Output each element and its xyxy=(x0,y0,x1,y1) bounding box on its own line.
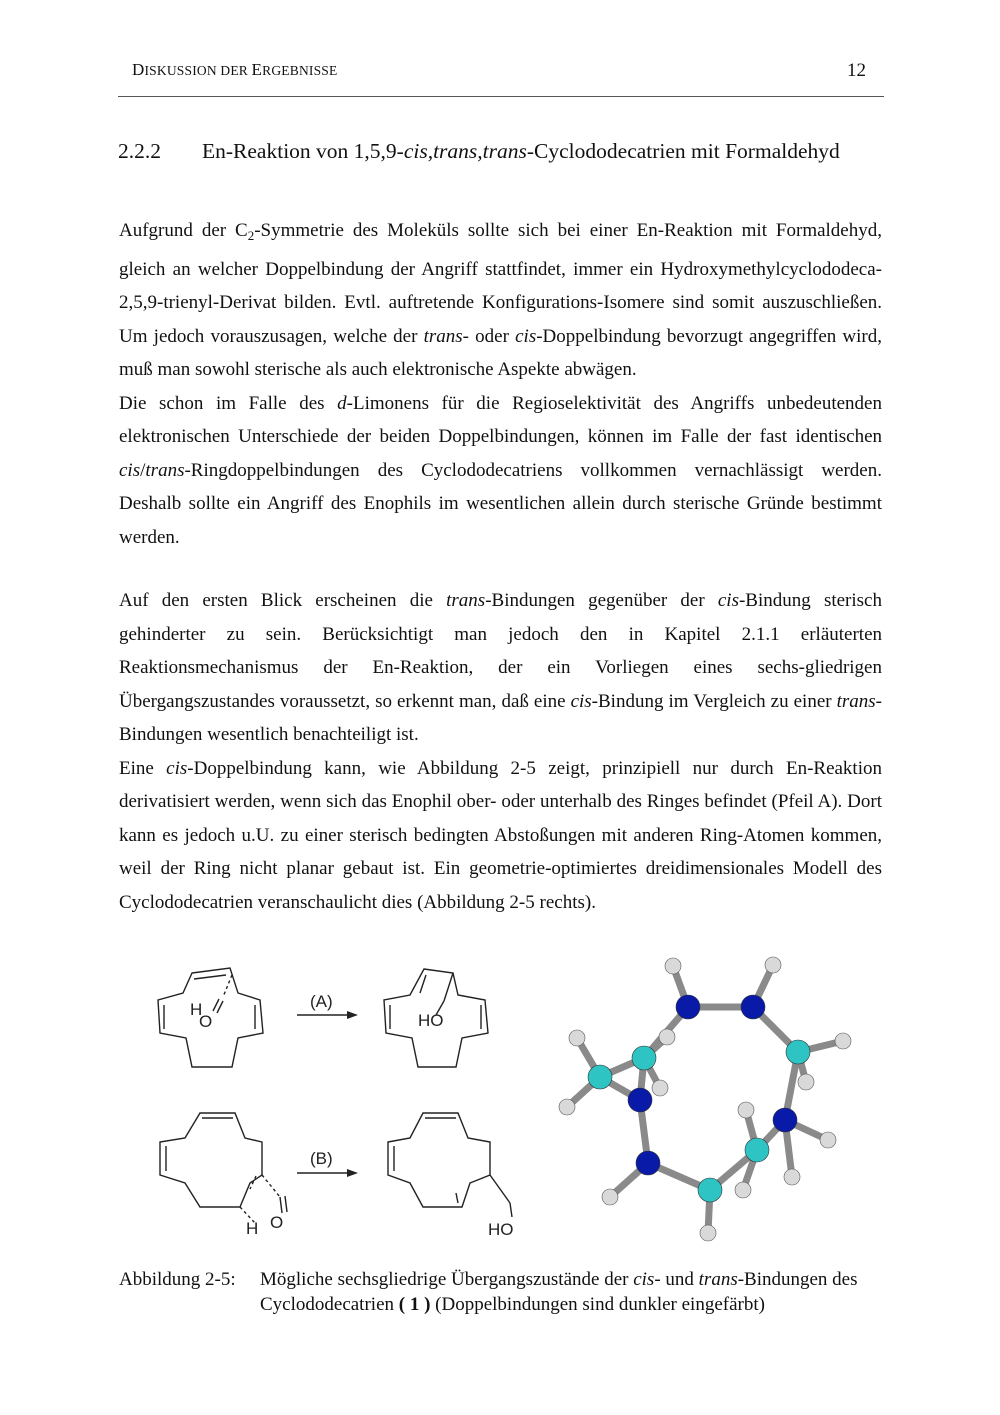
text-run: -Bindung sterisch gehinderter zu sein. Berücksichtigt man jedoch den in Kapitel 2.1.1 erläuterten Reaktionsmechanismus der En-Reaktion, der ein Vorliegen eines sechs-gliedrigen Übergangszustandes voraussetzt, so erkennt man, daß eine xyxy=(119,590,882,712)
text-run: - und xyxy=(654,1269,699,1290)
title-letter: D xyxy=(132,60,145,79)
text-run: -Bindungen gegenüber der xyxy=(485,590,718,611)
title-smallcaps: RGEBNISSE xyxy=(262,63,338,78)
section-number: 2.2.2 xyxy=(118,139,161,163)
section-title-italic: cis,trans,trans xyxy=(403,139,527,163)
label-h: H xyxy=(190,1000,203,1019)
italic-run: d xyxy=(337,392,347,414)
scheme-b-reactant xyxy=(160,1113,287,1223)
label-ho: HO xyxy=(418,1011,444,1030)
caption-text xyxy=(260,1267,880,1317)
arrow-a-head xyxy=(347,1011,358,1019)
title-letter: E xyxy=(251,60,263,79)
italic-run: cis xyxy=(515,325,537,347)
reaction-schemes xyxy=(140,945,880,1245)
text-run: -Symmetrie des Moleküls sollte sich bei einer En-Reaktion mit Formaldehyd, gleich an welcher Doppelbindung der Angriff stattfindet, immer ein Hydroxymethylcyclododeca-2,5,9-trienyl-Derivat bilden. Evtl. auftretende Konfigurations-Isomere sind somit auszuschließen. Um jedoch vorauszusagen, welche der xyxy=(119,220,882,347)
italic-run: cis xyxy=(166,757,188,779)
text-run: -Bindung im Vergleich zu einer xyxy=(591,690,837,712)
label-h: H xyxy=(246,1219,259,1238)
text-run: -Doppelbindung bevorzugt angegriffen wird, muß man sowohl sterische als auch elektronische Aspekte abwägen. xyxy=(119,325,883,380)
paragraph-1-text xyxy=(119,214,882,554)
text-run: Auf den ersten Blick erscheinen die xyxy=(119,590,447,611)
header-rule xyxy=(118,96,884,97)
italic-run: trans xyxy=(446,590,486,611)
bold-run: ( 1 ) xyxy=(398,1294,431,1315)
running-head xyxy=(118,60,884,86)
text-run: -Doppelbindung kann, wie Abbildung 2-5 zeigt, prinzipiell nur durch En-Reaktion derivatisiert werden, wenn sich das Enophil ober- oder unterhalb des Ringes befindet (Pfeil A). Dort kann es jedoch u.U. zu einer sterisch bedingten Abstoßungen mit anderen Ring-Atomen kommen, weil der Ring nicht planar gebaut ist. Ein geometrie-optimiertes dreidimensionales Modell des Cyclododecatrien veranschaulicht dies (Abbildung 2-5 rechts). xyxy=(119,757,882,913)
section-title-part: -Cyclododecatrien mit Formaldehyd xyxy=(526,139,840,163)
italic-run: cis xyxy=(570,690,592,712)
text-run: -Bindungen wesentlich benachteiligt ist. xyxy=(119,690,882,745)
paragraph-2 xyxy=(119,584,882,919)
arrow-a-label: (A) xyxy=(310,992,333,1011)
italic-run: cis xyxy=(119,459,141,481)
arrow-b-head xyxy=(347,1169,358,1177)
italic-run: trans xyxy=(145,459,185,481)
italic-run: trans xyxy=(698,1269,738,1290)
molecule-3d-model xyxy=(559,957,851,1241)
caption-label: Abbildung 2-5: xyxy=(119,1269,236,1290)
text-run: Eine xyxy=(119,757,167,779)
section-title-part: En-Reaktion von 1,5,9- xyxy=(202,139,404,163)
italic-run: trans xyxy=(836,690,876,712)
scheme-b-product xyxy=(388,1113,512,1217)
text-run: -Limonens für die Regioselektivität des Angriffs unbedeutenden elektronischen Unterschiede der beiden Doppelbindungen, können im Falle der fast identischen xyxy=(119,392,882,447)
italic-run: trans- xyxy=(423,325,470,347)
paragraph-1 xyxy=(119,214,882,554)
page-number: 12 xyxy=(847,60,866,81)
text-run: oder xyxy=(469,325,516,347)
italic-run: cis xyxy=(717,590,739,611)
title-smallcaps: ISKUSSION DER xyxy=(144,63,252,78)
text-run: -Ringdoppelbindungen des Cyclododecatriens vollkommen vernachlässigt werden. Deshalb sollte ein Angriff des Enophils im wesentlichen allein durch sterische Gründe bestimmt werden. xyxy=(119,459,882,548)
text-run: -Bindungen des Cyclododecatrien xyxy=(260,1269,858,1315)
label-o: O xyxy=(270,1213,284,1232)
text-run: Aufgrund der C xyxy=(119,220,248,241)
section-title xyxy=(202,139,840,164)
text-run: / xyxy=(140,459,146,481)
text-run: (Doppelbindungen sind dunkler eingefärbt) xyxy=(430,1294,765,1315)
text-run: Mögliche sechsgliedrige Übergangszustände der xyxy=(260,1269,634,1290)
figure-2-5 xyxy=(140,945,880,1245)
paragraph-2-text xyxy=(119,584,882,919)
italic-run: cis xyxy=(633,1269,655,1290)
label-o: O xyxy=(199,1012,213,1031)
arrow-b-label: (B) xyxy=(310,1149,333,1168)
running-head-title xyxy=(132,60,337,80)
subscript: 2 xyxy=(247,228,255,243)
label-ho: HO xyxy=(488,1220,514,1239)
text-run: Die schon im Falle des xyxy=(119,392,338,414)
